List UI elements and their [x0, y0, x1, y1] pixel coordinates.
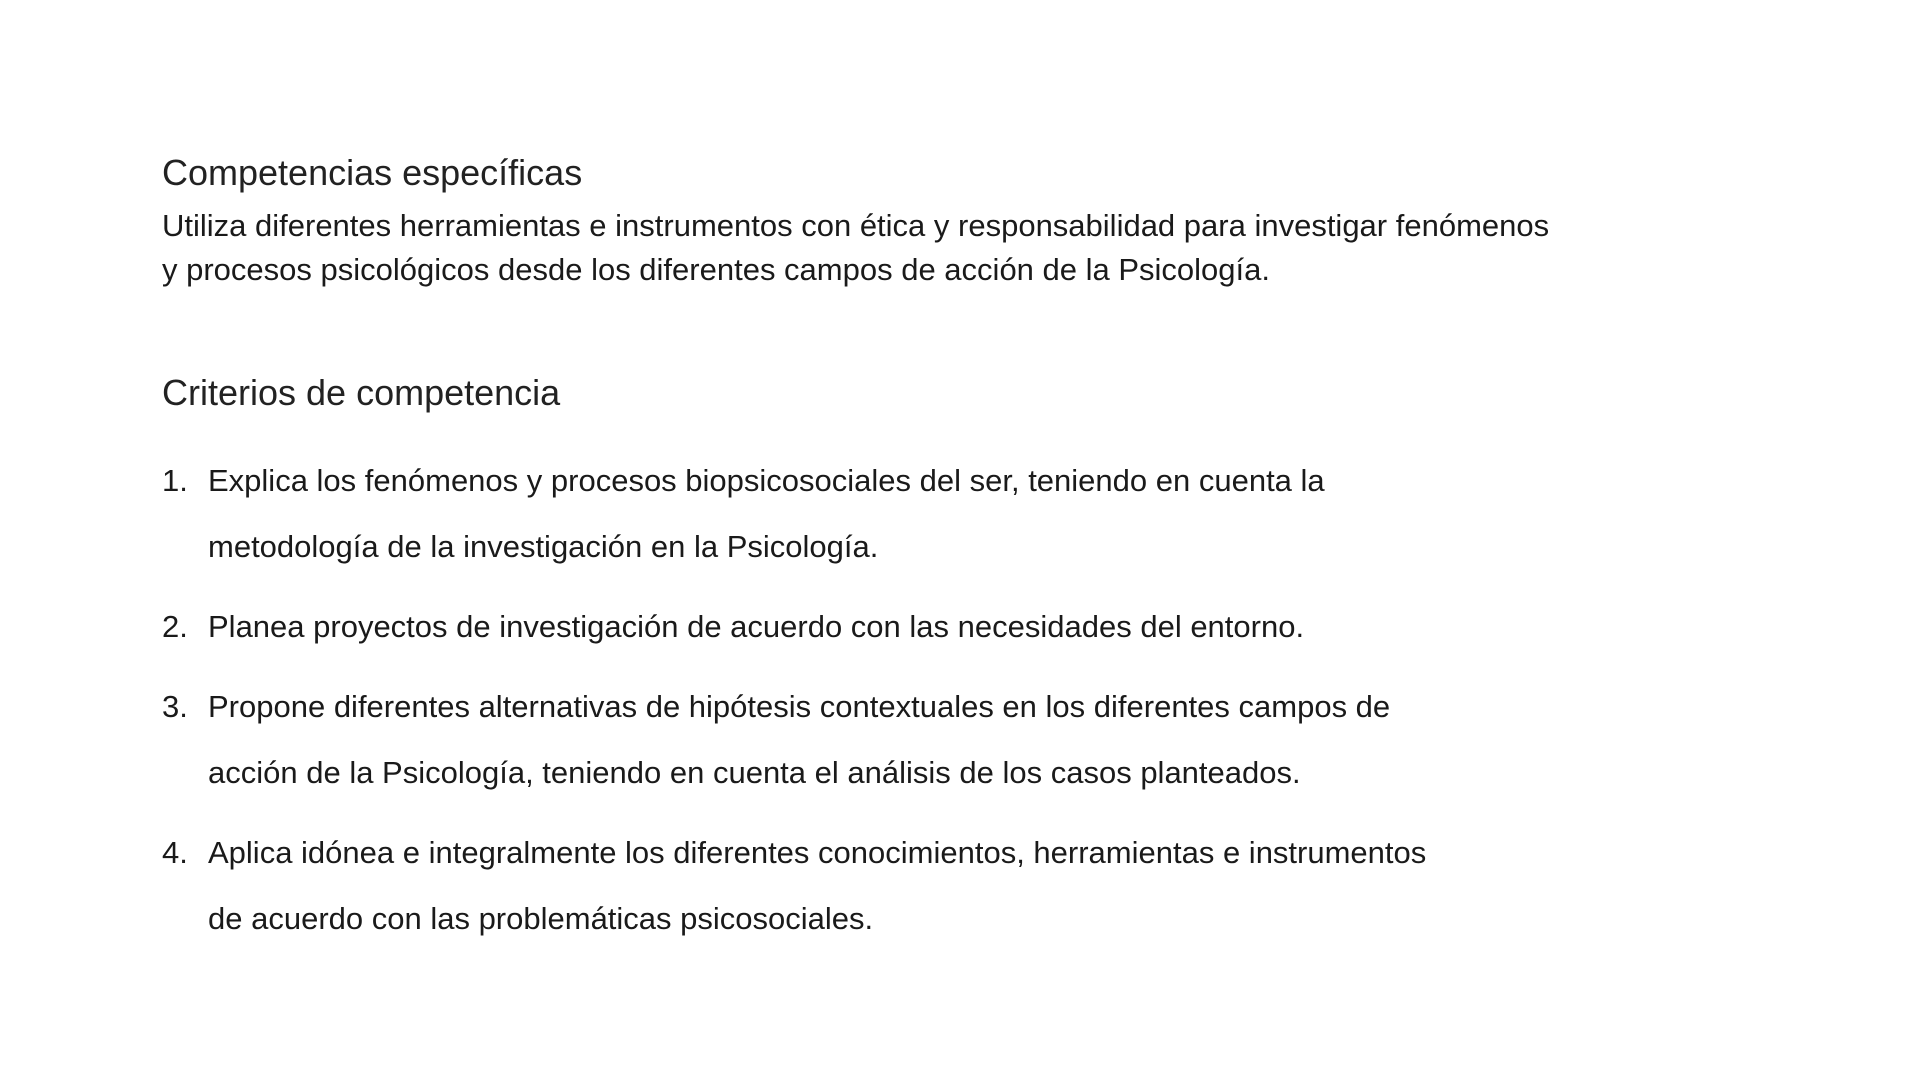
- criteria-number: 1.: [162, 463, 188, 498]
- criteria-number: 2.: [162, 609, 188, 644]
- criteria-text: Propone diferentes alternativas de hipótesis contextuales en los diferentes campos de acción de la Psicología, teniendo en cuenta el análisis de los casos planteados.: [208, 689, 1391, 790]
- criteria-text: Aplica idónea e integralmente los diferentes conocimientos, herramientas e instrumentos de acuerdo con las problemáticas psicosociales.: [208, 835, 1427, 936]
- competencias-description: Utiliza diferentes herramientas e instrumentos con ética y responsabilidad para investigar fenómenos y procesos psicológicos desde los diferentes campos de acción de la Psicología.: [162, 208, 1550, 287]
- criteria-list: [162, 448, 1542, 952]
- criteria-text: Explica los fenómenos y procesos biopsicosociales del ser, teniendo en cuenta la metodología de la investigación en la Psicología.: [208, 463, 1325, 564]
- criteria-text: Planea proyectos de investigación de acuerdo con las necesidades del entorno.: [208, 609, 1305, 644]
- criteria-item-2: [162, 594, 1542, 660]
- competencias-title: Competencias específicas: [162, 152, 583, 193]
- criteria-item-1: [162, 448, 1542, 580]
- criteria-item-3: [162, 674, 1542, 806]
- criteria-number: 4.: [162, 835, 188, 870]
- slide-content: [162, 150, 1662, 966]
- criteria-item-4: [162, 820, 1542, 952]
- criterios-title: Criterios de competencia: [162, 372, 561, 413]
- criteria-number: 3.: [162, 689, 188, 724]
